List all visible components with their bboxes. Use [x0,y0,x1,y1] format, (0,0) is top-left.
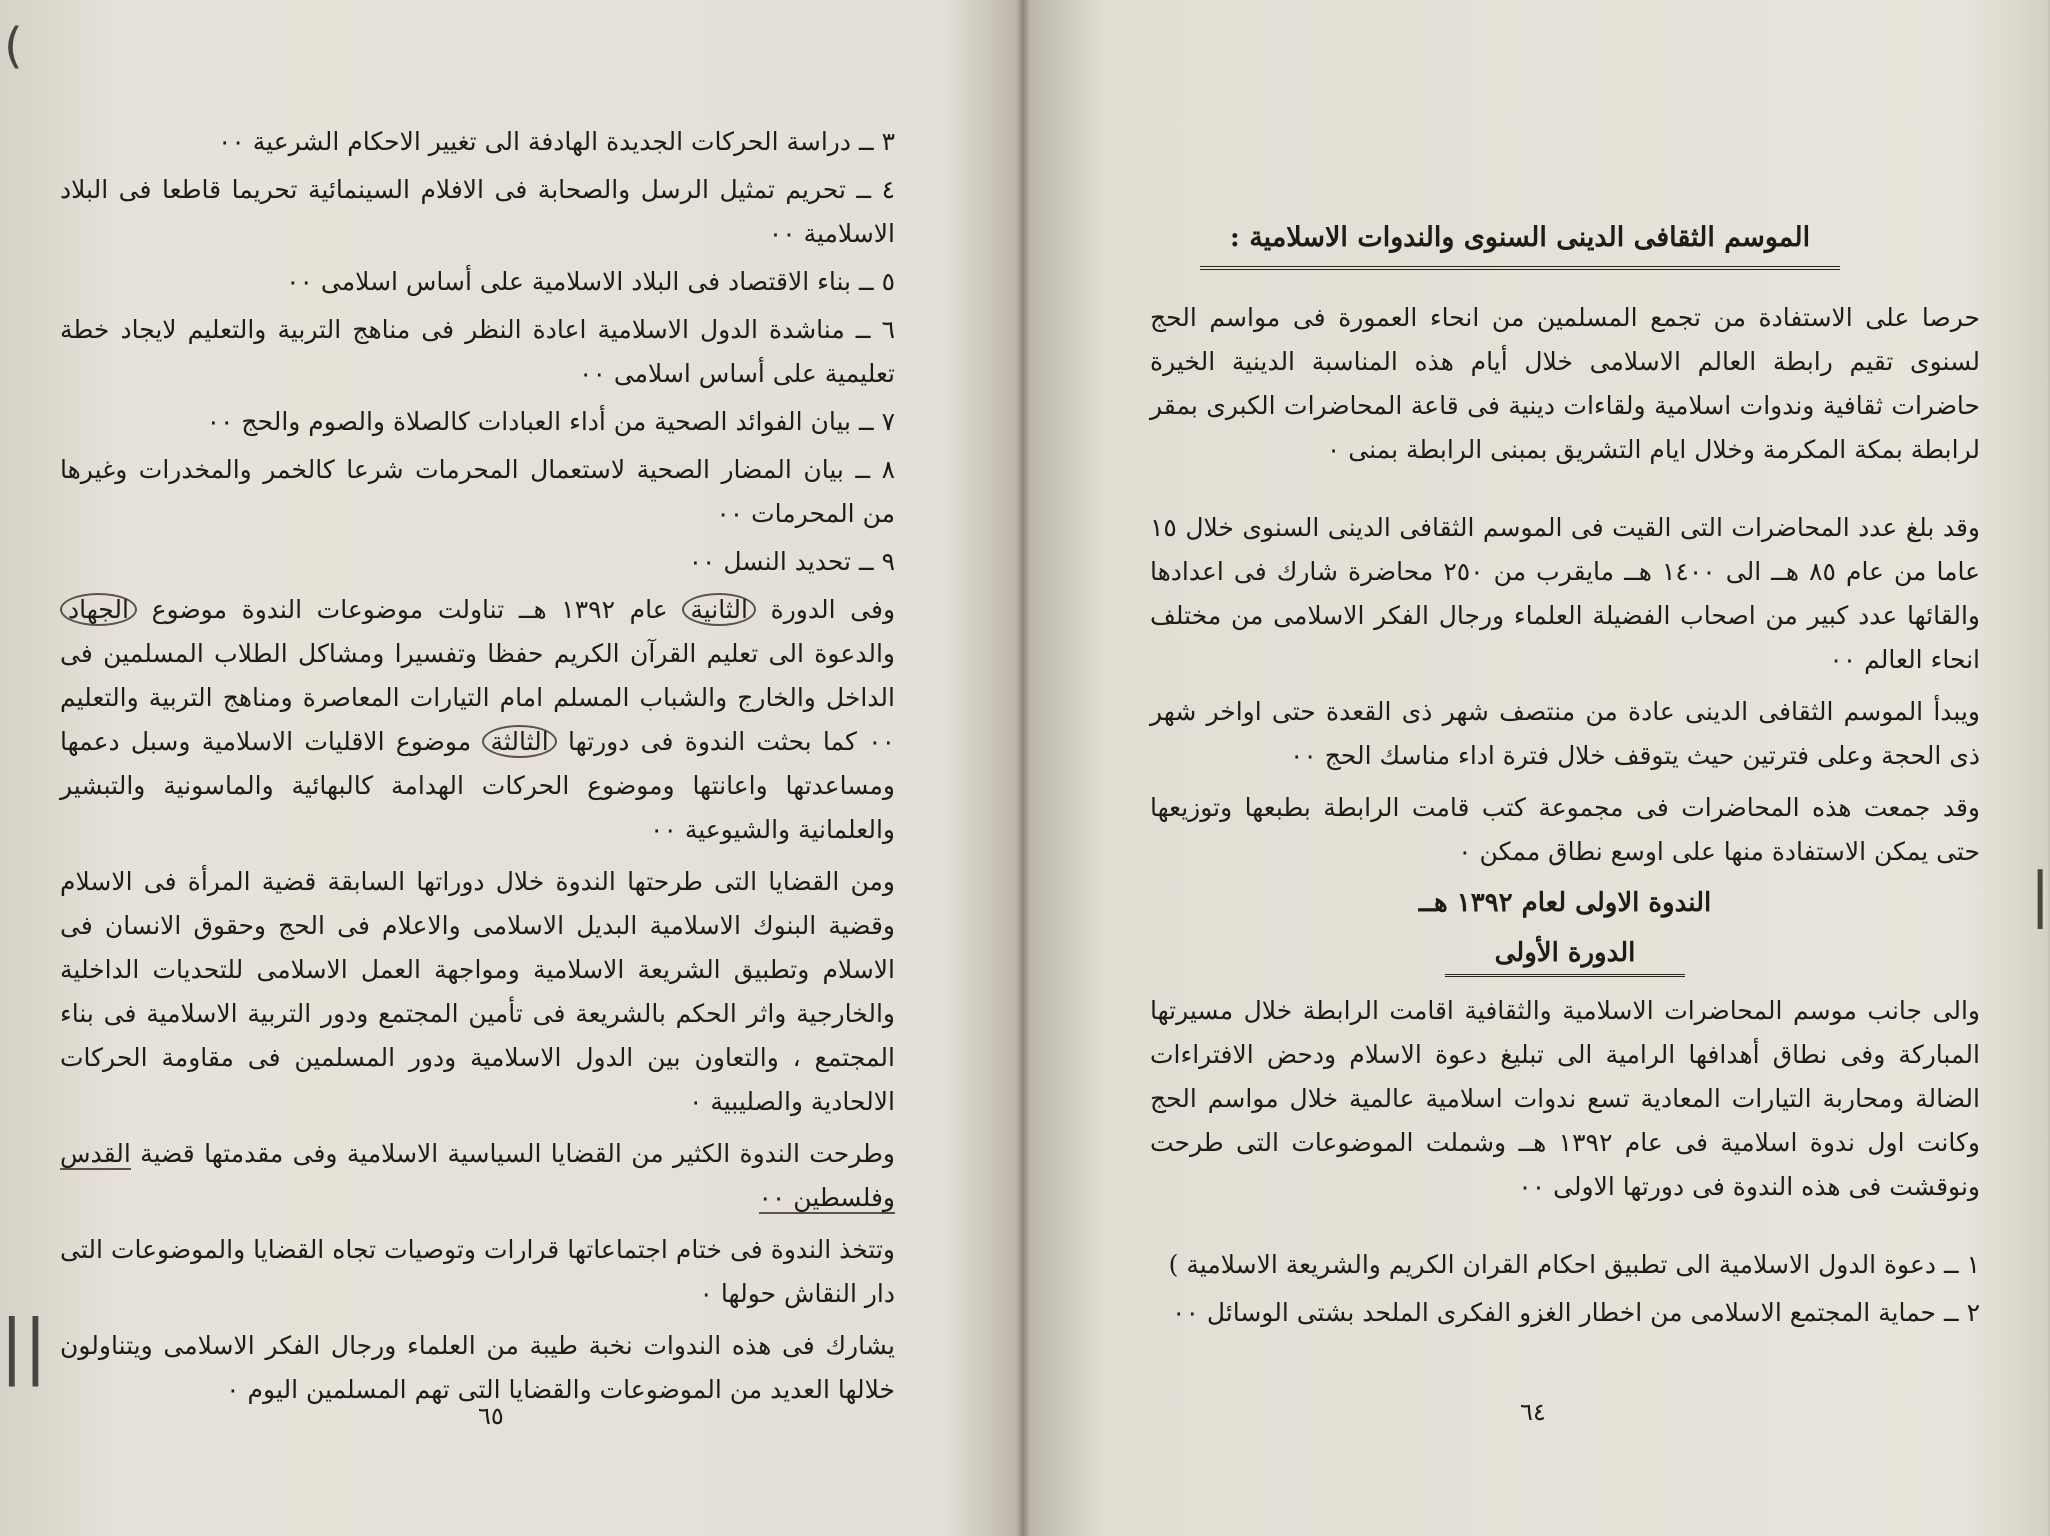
heading-container [1200,218,1840,270]
circled-word-second: الثانية [682,593,756,626]
list-item: ١ ــ دعوة الدول الاسلامية الى تطبيق احكام القران الكريم والشريعة الاسلامية ) [1168,1250,1980,1279]
paragraph-books: وقد جمعت هذه المحاضرات فى مجموعة كتب قامت الرابطة بطبعها وتوزيعها حتى يمكن الاستفادة منها على اوسع نطاق ممكن ٠ [1150,793,1980,866]
paragraph-previous-issues: ومن القضايا التى طرحتها الندوة خلال دوراتها السابقة قضية المرأة فى الاسلام وقضية البنوك الاسلامية البديل الاسلامى والاعلام فى الحج وحقوق الانسان فى الاسلام وتطبيق الشريعة الاسلامية ومواجهة العمل الاسلامى للتحديات الداخلية والخارجية واثر الحكم بالشريعة فى تأمين المجتمع ودور التربية الاسلامية فى بناء المجتمع ، والتعاون بين الدول الاسلامية ودور المسلمين فى مقاومة الحركات الالحادية والصليبية ٠ [60,867,895,1116]
section-heading-first-symposium: الندوة الاولى لعام ١٣٩٢ هــ [1418,888,1712,918]
margin-pen-mark-top: ( [4,18,23,74]
underlined-phrase: القدس وفلسطين ٠٠ [60,1139,895,1212]
paragraph-intro: حرصا على الاستفادة من تجمع المسلمين من انحاء العمورة فى مواسم الحج لسنوى تقيم رابطة العالم الاسلامى خلال أيام هذه المناسبة الدينية الخيرة حاضرات ثقافية وندوات اسلامية ولقاءات دينية فى قاعة المحاضرات الكبرى بمقر لرابطة بمكة المكرمة وخلال ايام التشريق بمبنى الرابطة بمنى ٠ [1150,303,1980,464]
right-page [1150,296,1980,1339]
list-item: ٨ ــ بيان المضار الصحية لاستعمال المحرمات شرعا كالخمر والمخدرات وغيرها من المحرمات ٠٠ [60,455,895,528]
list-item: ٢ ــ حماية المجتمع الاسلامى من اخطار الغزو الفكرى الملحد بشتى الوسائل ٠٠ [1172,1298,1980,1327]
list-item: ٥ ــ بناء الاقتصاد فى البلاد الاسلامية على أساس اسلامى ٠٠ [286,267,895,296]
list-item: ٤ ــ تحريم تمثيل الرسل والصحابة فى الافلام السينمائية تحريما قاطعا فى البلاد الاسلامية ٠٠ [60,175,895,248]
paragraph-lecture-count: وقد بلغ عدد المحاضرات التى القيت فى الموسم الثقافى الدينى السنوى خلال ١٥ عاما من عام ٨٥ هــ الى ١٤٠٠ هــ مايقرب من ٢٥٠ محاضرة شارك فى اعدادها والقائها عدد كبير من اصحاب الفضيلة العلماء ورجال الفكر الاسلامى من مختلف انحاء العالم ٠٠ [1150,513,1981,674]
list-item: ٦ ــ مناشدة الدول الاسلامية اعادة النظر فى مناهج التربية والتعليم لايجاد خطة تعليمية على أساس اسلامى ٠٠ [60,315,895,388]
page-title: الموسم الثقافى الدينى السنوى والندوات الاسلامية : [1200,218,1840,270]
page-number-right: ٦٤ [1520,1398,1546,1426]
paragraph-resolutions: وتتخذ الندوة فى ختام اجتماعاتها قرارات وتوصيات تجاه القضايا والموضوعات التى دار النقاش حولها ٠ [60,1235,895,1308]
paragraph-participants: يشارك فى هذه الندوات نخبة طيبة من العلماء ورجال الفكر الاسلامى ويتناولون خلالها العديد من الموضوعات والقضايا التى تهم المسلمين اليوم ٠ [60,1331,895,1404]
list-item: ٣ ــ دراسة الحركات الجديدة الهادفة الى تغيير الاحكام الشرعية ٠٠ [217,127,895,156]
margin-pen-mark-right: | [2030,860,2050,930]
section-heading-first-session: الدورة الأولى [1445,932,1685,977]
list-item: ٩ ــ تحديد النسل ٠٠ [688,547,895,576]
list-item: ٧ ــ بيان الفوائد الصحية من أداء العبادات كالصلاة والصوم والحج ٠٠ [206,407,895,436]
circled-word-jihad: الجهاد [60,593,137,626]
book-gutter [1016,0,1030,1536]
page-number-left: ٦٥ [478,1402,504,1430]
paragraph-symposiums: والى جانب موسم المحاضرات الاسلامية والثقافية اقامت الرابطة خلال مسيرتها المباركة وفى نطاق أهدافها الرامية الى تبليغ دعوة الاسلام ودحض الافتراءات الضالة ومحاربة التيارات المعادية تسع ندوات اسلامية عالمية خلال مواسم الحج وكانت اول ندوة اسلامية فى عام ١٣٩٢ هــ وشملت الموضوعات التى طرحت ونوقشت فى هذه الندوة فى دورتها الاولى ٠٠ [1150,996,1980,1201]
circled-word-third: الثالثة [482,725,556,758]
paragraph-second-session: وفى الدورة الثانية عام ١٣٩٢ هــ تناولت موضوعات الندوة موضوع الجهاد والدعوة الى تعليم القرآن الكريم حفظا وتفسيرا ومشاكل الطلاب المسلمين فى الداخل والخارج والشباب المسلم امام التيارات المعاصرة ومناهج التربية والتعليم ٠٠ كما بحثت الندوة فى دورتها الثالثة موضوع الاقليات الاسلامية وسبل دعمها ومساعدتها واعانتها وموضوع الحركات الهدامة كالبهائية والماسونية والتبشير والعلمانية والشيوعية ٠٠ [60,595,896,844]
left-page [60,120,895,1420]
paragraph-political-issues: وطرحت الندوة الكثير من القضايا السياسية الاسلامية وفى مقدمتها قضية القدس وفلسطين ٠٠ [60,1139,895,1212]
paragraph-season-timing: ويبدأ الموسم الثقافى الدينى عادة من منتصف شهر ذى القعدة حتى اواخر شهر ذى الحجة وعلى فترتين حيث يتوقف خلال فترة اداء مناسك الحج ٠٠ [1150,697,1980,770]
margin-pen-mark-bottom: || [0,1305,48,1387]
